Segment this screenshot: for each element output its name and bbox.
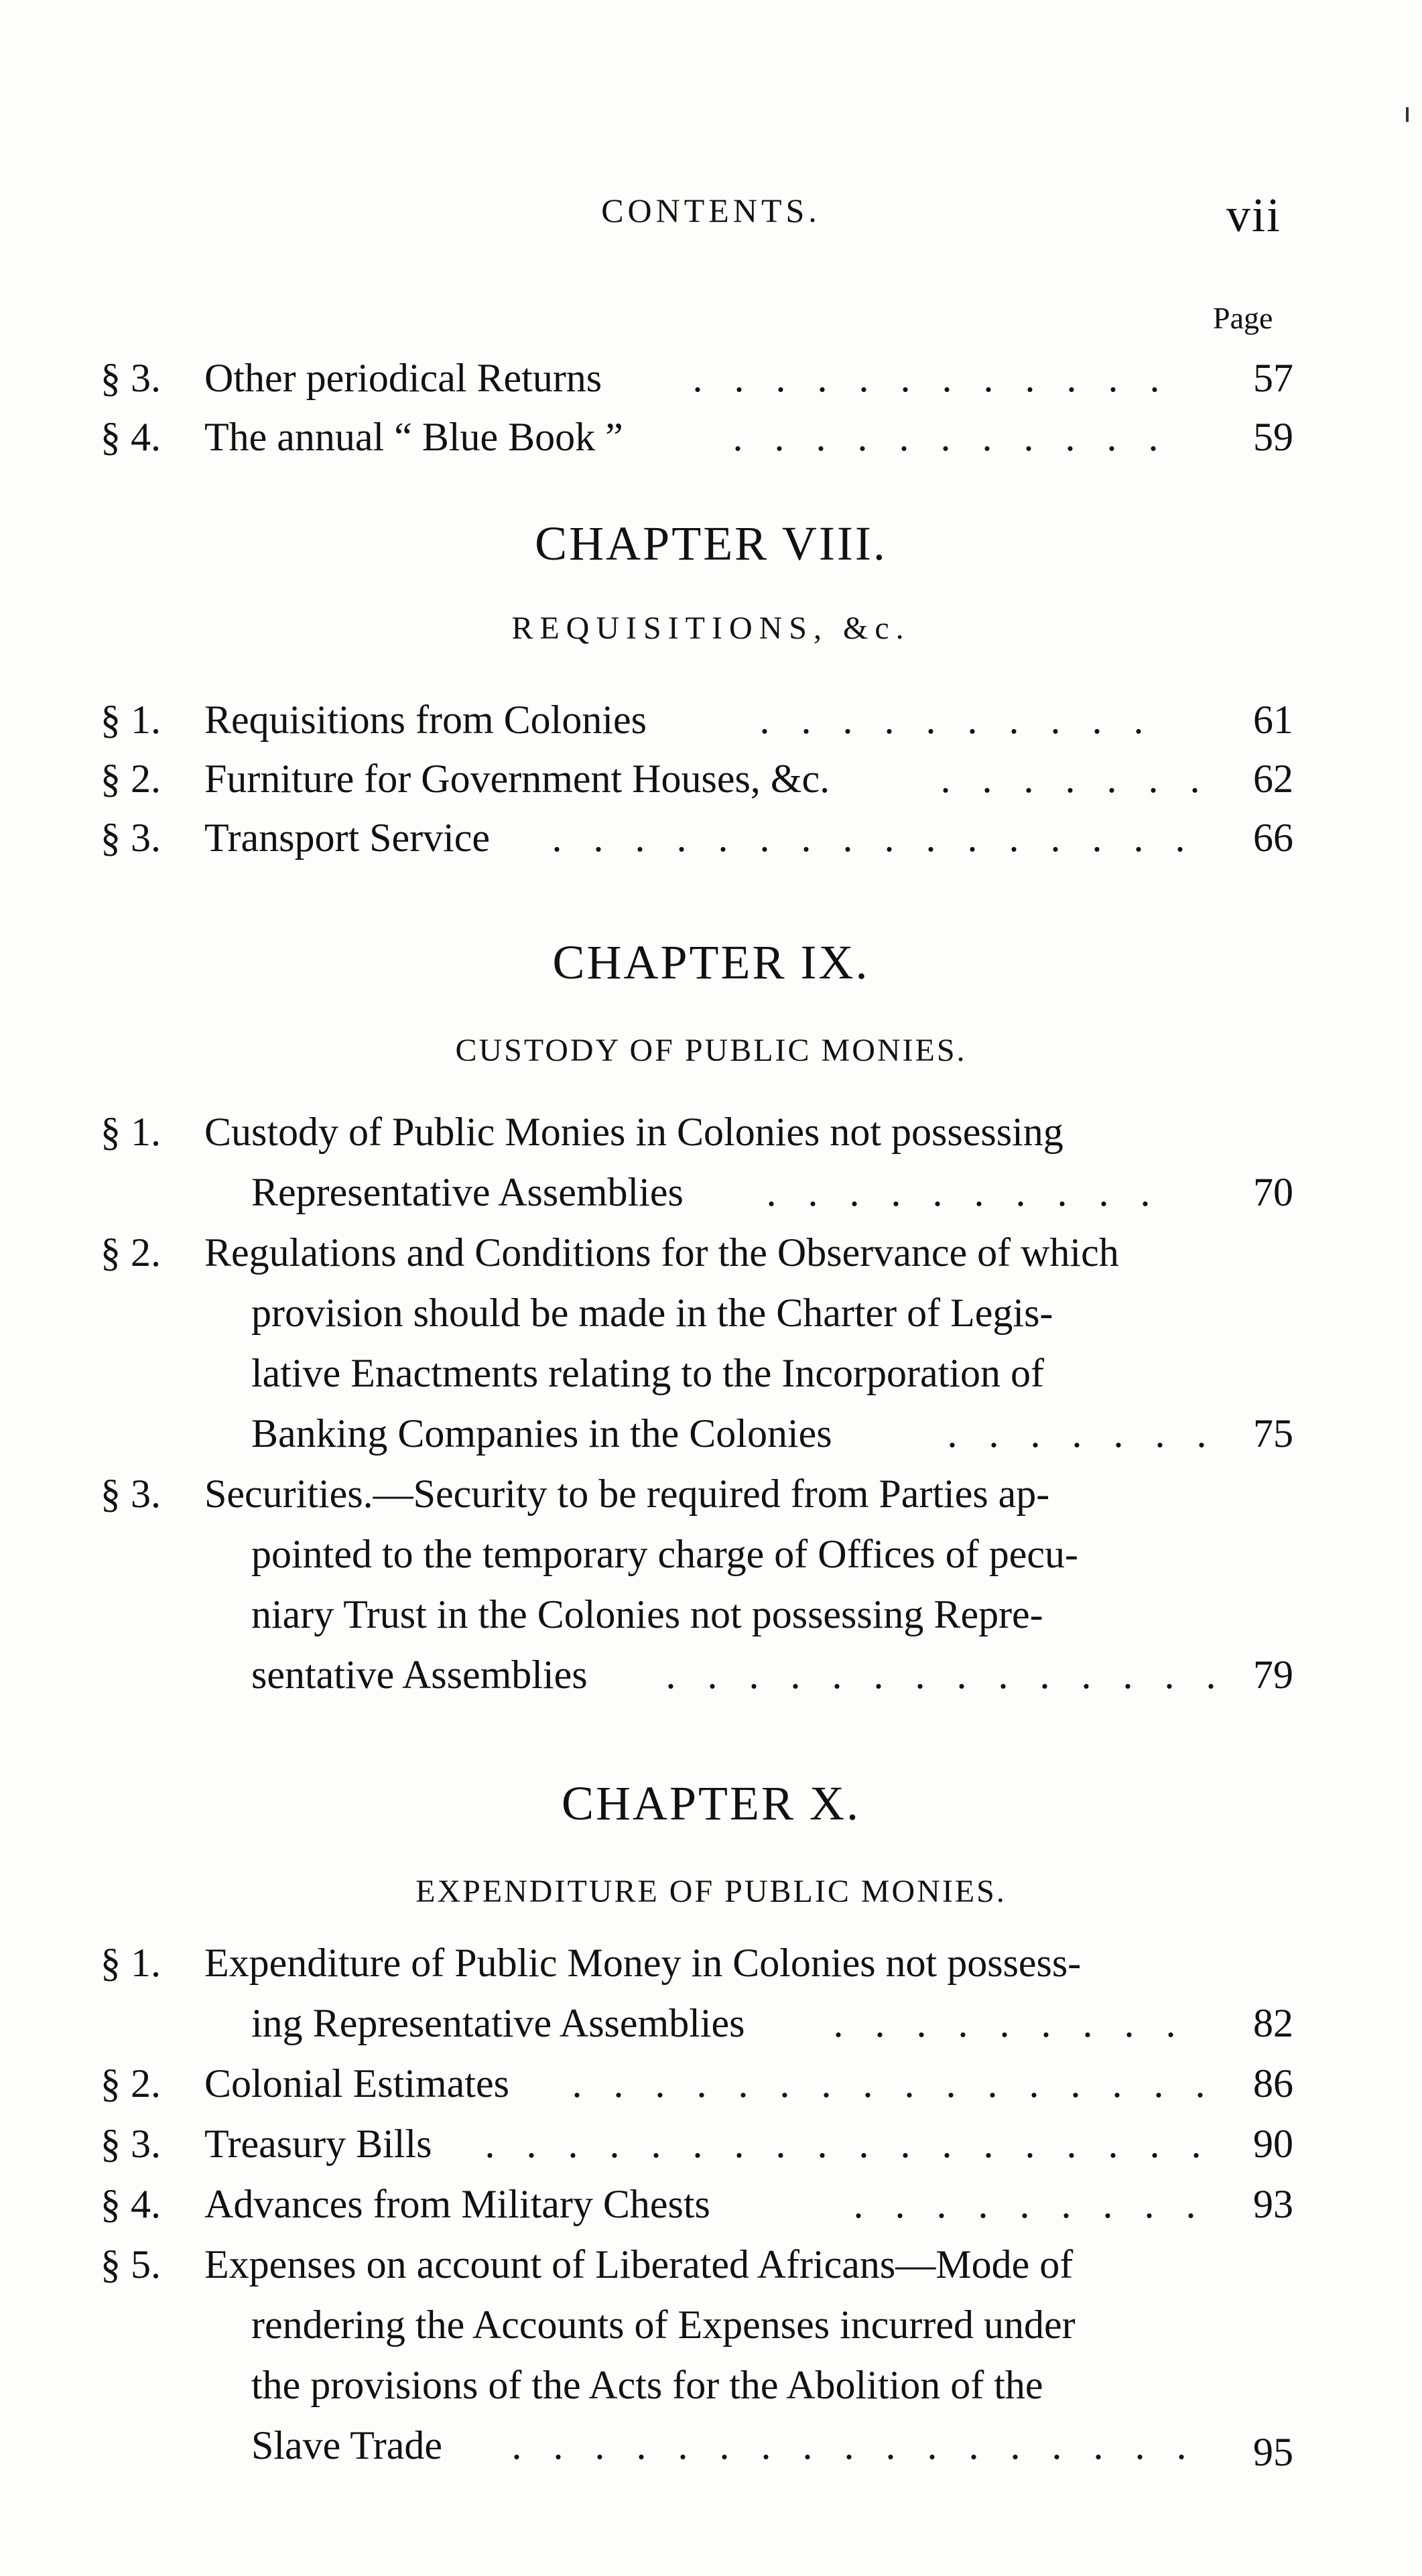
entry-line: rendering the Accounts of Expenses incurred under: [251, 2303, 1076, 2347]
entry-title: Transport Service: [204, 816, 491, 860]
dot-leader: . . . . . . . . . . . .: [692, 356, 1160, 400]
entry-title: Treasury Bills: [204, 2122, 432, 2166]
entry-line: Slave Trade: [251, 2423, 442, 2467]
margin-mark: [1406, 107, 1409, 122]
entry-line: sentative Assemblies: [251, 1653, 588, 1697]
entry-line: ing Representative Assemblies: [251, 2001, 745, 2045]
section-number: § 2.: [101, 757, 161, 801]
dot-leader: . . . . . . . . . . . . . . . .: [572, 2061, 1206, 2106]
section-number: § 4.: [101, 2182, 161, 2226]
dot-leader: . . . . . . . . . . . . . . . .: [552, 816, 1185, 860]
entry-line: Expenditure of Public Money in Colonies not possess-: [204, 1941, 1082, 1985]
chapter-heading: CHAPTER VIII.: [535, 517, 887, 570]
entry-line: Banking Companies in the Colonies: [251, 1411, 832, 1456]
dot-leader: . . . . . . . . . . .: [732, 415, 1159, 459]
section-number: § 3.: [101, 1472, 161, 1516]
page-number: 75: [1253, 1411, 1293, 1456]
page-number: 70: [1253, 1170, 1293, 1214]
entry-line: niary Trust in the Colonies not possessing Repre-: [251, 1592, 1043, 1636]
page-number: 79: [1253, 1653, 1293, 1697]
page-number: 86: [1253, 2061, 1293, 2106]
entry-title: Colonial Estimates: [204, 2061, 509, 2106]
chapter-subtitle: REQUISITIONS, &c.: [511, 610, 911, 646]
section-number: § 2.: [101, 2061, 161, 2106]
page-number: 57: [1253, 356, 1293, 400]
section-number: § 3.: [101, 356, 161, 400]
dot-leader: . . . . . . .: [940, 757, 1200, 801]
page-number: 95: [1253, 2430, 1293, 2474]
dot-leader: . . . . . . . . . .: [766, 1170, 1151, 1214]
page-number: 59: [1253, 415, 1293, 459]
entry-line: Regulations and Conditions for the Observance of which: [204, 1230, 1119, 1275]
chapter-heading: CHAPTER X.: [561, 1777, 861, 1830]
entry-title: Furniture for Government Houses, &c.: [204, 757, 830, 801]
section-number: § 5.: [101, 2242, 161, 2287]
page-folio: vii: [1226, 188, 1282, 242]
entry-title: The annual “ Blue Book ”: [204, 415, 623, 459]
entry-line: Expenses on account of Liberated Africans—Mode of: [204, 2242, 1074, 2287]
section-number: § 1.: [101, 1941, 161, 1985]
chapter-heading: CHAPTER IX.: [552, 936, 870, 989]
page-number: 93: [1253, 2182, 1293, 2226]
chapter-subtitle: EXPENDITURE OF PUBLIC MONIES.: [415, 1874, 1007, 1909]
dot-leader: . . . . . . . . . . . . . . . . . .: [484, 2122, 1202, 2166]
section-number: § 2.: [101, 1230, 161, 1275]
page-number: 62: [1253, 757, 1293, 801]
section-number: § 3.: [101, 816, 161, 860]
dot-leader: . . . . . . . . . . . . . .: [665, 1653, 1216, 1697]
entry-line: the provisions of the Acts for the Abolition of the: [251, 2363, 1043, 2407]
entry-title: Other periodical Returns: [204, 356, 602, 400]
page-number: 66: [1253, 816, 1293, 860]
entry-line: lative Enactments relating to the Incorporation of: [251, 1351, 1044, 1395]
page-number: 90: [1253, 2122, 1293, 2166]
dot-leader: . . . . . . . . .: [833, 2001, 1176, 2045]
dot-leader: . . . . . . . . . . . . . . . . .: [511, 2423, 1187, 2467]
page-column-label: Page: [1213, 301, 1273, 335]
section-number: § 3.: [101, 2122, 161, 2166]
dot-leader: . . . . . . . . .: [853, 2182, 1196, 2226]
running-title: CONTENTS.: [601, 192, 821, 229]
entry-title: Requisitions from Colonies: [204, 698, 647, 742]
page-number: 61: [1253, 698, 1293, 742]
section-number: § 1.: [101, 698, 161, 742]
entry-line: provision should be made in the Charter of Legis-: [251, 1291, 1053, 1335]
entry-title: Advances from Military Chests: [204, 2182, 710, 2226]
entry-line: Custody of Public Monies in Colonies not possessing: [204, 1110, 1063, 1154]
entry-line: pointed to the temporary charge of Offices of pecu-: [251, 1532, 1078, 1576]
entry-line: Securities.—Security to be required from Parties ap-: [204, 1472, 1050, 1516]
entry-line: Representative Assemblies: [251, 1170, 684, 1214]
chapter-subtitle: CUSTODY OF PUBLIC MONIES.: [455, 1033, 967, 1068]
page-number: 82: [1253, 2001, 1293, 2045]
dot-leader: . . . . . . . . . .: [759, 698, 1144, 742]
section-number: § 4.: [101, 415, 161, 459]
section-number: § 1.: [101, 1110, 161, 1154]
dot-leader: . . . . . . .: [947, 1411, 1207, 1456]
